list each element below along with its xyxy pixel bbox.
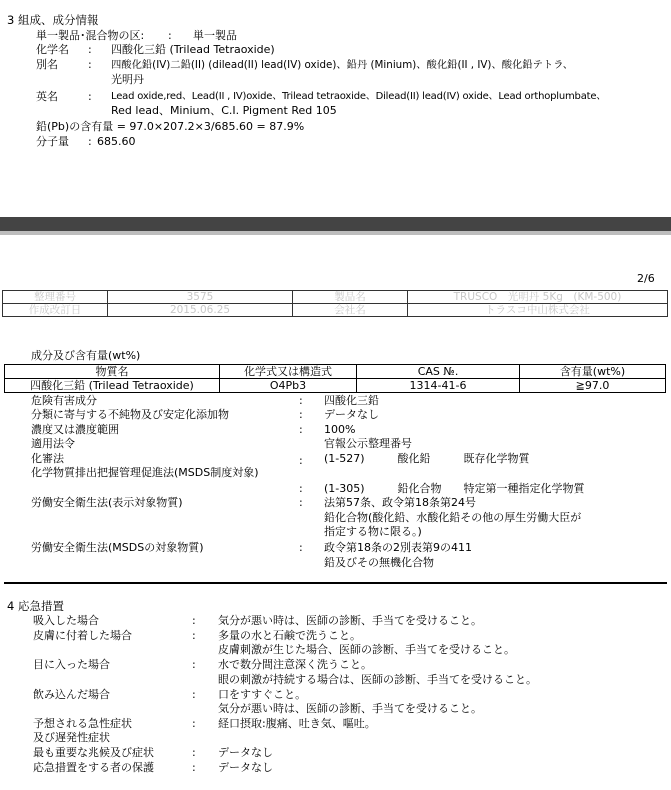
document-header-table [2,290,668,317]
mol-weight-label: 分子量 [36,135,69,148]
company-name-value: トラスコ中山株式会社 [408,304,668,317]
alias-colon: : [88,58,92,71]
prtr-colon: : [299,482,303,495]
eye-contact-colon: : [192,658,196,671]
cell-cas: 1314-41-6 [357,379,520,393]
ishl-value-msds-1: 政令第18条の2別表第9の411 [324,541,472,554]
skin-contact-value-1: 多量の水と石鹸で洗うこと。 [218,629,361,642]
mix-label: 単一製品･混合物の区: [36,29,145,42]
section4-title: 4 応急措置 [7,599,64,613]
english-name-value-cont: Red lead、Minium、C.I. Pigment Red 105 [111,104,337,117]
page-number: 2/6 [637,272,655,285]
ishl-label-display: 労働安全衛生法(表示対象物質) [31,496,183,509]
ishl-value-display-2: 鉛化合物(酸化鉛、水酸化鉛その他の厚生労働大臣が [324,511,582,524]
prtr-value: (1-305) 鉛化合物 特定第一種指定化学物質 [324,482,585,495]
hazard-component-label: 危険有害成分 [31,394,97,407]
mol-weight-colon: : [88,135,92,148]
english-name-colon: : [88,90,92,103]
inhalation-value: 気分が悪い時は、医師の診断、手当てを受けること。 [218,614,482,627]
composition-header-row [5,365,666,379]
col-cas: CAS №. [357,365,520,379]
product-name-label: 製品名 [293,291,408,304]
skin-contact-colon: : [192,629,196,642]
ishl-value-display-1: 法第57条、政令第18条第24号 [324,496,476,509]
responder-protection-value: データなし [218,761,273,774]
page-break-shade [0,231,671,235]
concentration-label: 濃度又は濃度範囲 [31,423,119,436]
eye-contact-value-2: 眼の刺激が持続する場合は、医師の診断、手当てを受けること。 [218,673,537,686]
page-break [0,217,671,231]
responder-protection-label: 応急措置をする者の保護 [33,761,154,774]
col-formula: 化学式又は構造式 [220,365,357,379]
table-row [5,379,666,393]
composition-title: 成分及び含有量(wt%) [31,349,141,362]
control-number-label: 整理番号 [3,291,108,304]
company-name-label: 会社名 [293,304,408,317]
revision-date-value: 2015.06.25 [108,304,293,317]
concentration-colon: : [299,423,303,436]
english-name-value: Lead oxide,red、Lead(II , IV)oxide、Trilead tetraoxide、Dilead(II) lead(IV) oxide、Lead orthoplumbate、 [111,91,607,102]
alias-value: 四酸化鉛(IV)二鉛(II) (dilead(II) lead(IV) oxide)、鉛丹 (Minium)、酸化鉛(II , IV)、酸化鉛テトラ、 [111,59,574,71]
cell-content: ≧97.0 [520,379,666,393]
chem-name-label: 化学名 [36,43,69,56]
eye-contact-label: 目に入った場合 [33,658,110,671]
section-divider [4,582,667,584]
responder-protection-colon: : [192,761,196,774]
important-signs-colon: : [192,746,196,759]
symptoms-colon: : [192,717,196,730]
ingestion-value-1: 口をすすぐこと。 [218,688,307,701]
col-content: 含有量(wt%) [520,365,666,379]
cscl-label: 化審法 [31,452,64,465]
hazard-component-colon: : [299,394,303,407]
prtr-label: 化学物質排出把握管理促進法(MSDS制度対象) [31,466,259,479]
symptoms-value: 経口摂取:腹痛、吐き気、嘔吐。 [218,717,376,730]
impurities-value: データなし [324,408,379,421]
cell-substance: 四酸化三鉛 (Trilead Tetraoxide) [5,379,220,393]
ishl-value-msds-2: 鉛及びその無機化合物 [324,556,434,569]
concentration-value: 100% [324,423,356,436]
applicable-law-label: 適用法令 [31,437,75,450]
eye-contact-value-1: 水で数分間注意深く洗うこと。 [218,658,372,671]
ingestion-label: 飲み込んだ場合 [33,688,110,701]
revision-date-label: 作成改訂日 [3,304,108,317]
cscl-value: (1-527) 酸化鉛 既存化学物質 [324,452,530,465]
ishl-colon-msds: : [299,541,303,554]
control-number-value: 3575 [108,291,293,304]
english-name-label: 英名 [36,90,58,103]
cscl-colon: : [299,454,303,467]
symptoms-label: 予想される急性症状 [33,717,132,730]
applicable-law-value: 官報公示整理番号 [324,437,412,450]
mix-value: 単一製品 [193,29,237,42]
alias-label: 別名 [36,58,58,71]
composition-table [4,364,666,393]
product-name-value: TRUSCO 光明丹 5Kg (KM-500) [408,291,668,304]
ishl-colon-display: : [299,496,303,509]
important-signs-value: データなし [218,746,273,759]
chem-name-colon: : [88,43,92,56]
ingestion-value-2: 気分が悪い時は、医師の診断、手当てを受けること。 [218,702,482,715]
ingestion-colon: : [192,688,196,701]
skin-contact-label: 皮膚に付着した場合 [33,629,132,642]
inhalation-label: 吸入した場合 [33,614,99,627]
ishl-label-msds: 労働安全衛生法(MSDSの対象物質) [31,541,204,554]
chem-name-value: 四酸化三鉛 (Trilead Tetraoxide) [111,43,275,56]
mix-colon: : [168,29,172,42]
skin-contact-value-2: 皮膚刺激が生じた場合、医師の診断、手当てを受けること。 [218,643,515,656]
impurities-label: 分類に寄与する不純物及び安定化添加物 [31,408,229,421]
important-signs-label: 最も重要な兆候及び症状 [33,746,154,759]
section3-title: 3 組成、成分情報 [7,13,99,27]
cell-formula: O4Pb3 [220,379,357,393]
lead-content: 鉛(Pb)の含有量 = 97.0×207.2×3/685.60 = 87.9% [36,120,305,133]
inhalation-colon: : [192,614,196,627]
hazard-component-value: 四酸化三鉛 [324,394,379,407]
mol-weight-value: 685.60 [97,135,136,148]
alias-value-cont: 光明丹 [111,73,144,86]
symptoms-label-cont: 及び遅発性症状 [33,731,110,744]
impurities-colon: : [299,408,303,421]
col-substance: 物質名 [5,365,220,379]
ishl-value-display-3: 指定する物に限る。) [324,525,422,538]
